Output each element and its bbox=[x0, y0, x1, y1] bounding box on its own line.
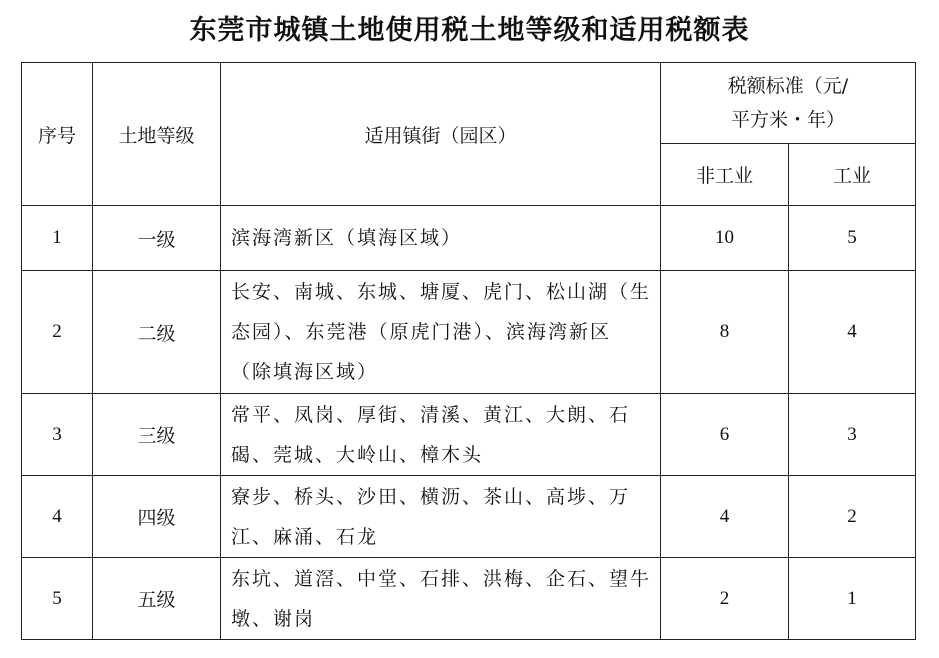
tax-rate-table bbox=[21, 62, 916, 640]
row-industrial-rate: 1 bbox=[789, 558, 916, 640]
row-towns: 常平、凤岗、厚街、清溪、黄江、大朗、石碣、莞城、大岭山、樟木头 bbox=[221, 394, 661, 476]
page-title: 东莞市城镇土地使用税土地等级和适用税额表 bbox=[189, 15, 750, 46]
table-row bbox=[22, 271, 916, 394]
row-non-industrial-rate: 8 bbox=[661, 271, 789, 394]
row-towns: 寮步、桥头、沙田、横沥、茶山、高埗、万江、麻涌、石龙 bbox=[221, 476, 661, 558]
row-non-industrial-rate: 10 bbox=[661, 206, 789, 271]
row-industrial-rate: 3 bbox=[789, 394, 916, 476]
row-grade: 二级 bbox=[93, 271, 221, 394]
row-seq: 4 bbox=[22, 476, 93, 558]
header-tax-standard bbox=[661, 63, 916, 144]
header-industrial: 工业 bbox=[789, 144, 916, 206]
table-row bbox=[22, 394, 916, 476]
row-non-industrial-rate: 6 bbox=[661, 394, 789, 476]
row-seq: 3 bbox=[22, 394, 93, 476]
header-non-industrial: 非工业 bbox=[661, 144, 789, 206]
row-grade: 三级 bbox=[93, 394, 221, 476]
table-row bbox=[22, 476, 916, 558]
row-seq: 5 bbox=[22, 558, 93, 640]
row-industrial-rate: 2 bbox=[789, 476, 916, 558]
header-towns: 适用镇街（园区） bbox=[221, 63, 661, 206]
table-row bbox=[22, 206, 916, 271]
row-towns: 长安、南城、东城、塘厦、虎门、松山湖（生态园）、东莞港（原虎门港）、滨海湾新区（除填海区域） bbox=[221, 271, 661, 394]
header-grade: 土地等级 bbox=[93, 63, 221, 206]
row-non-industrial-rate: 2 bbox=[661, 558, 789, 640]
row-industrial-rate: 5 bbox=[789, 206, 916, 271]
table-row bbox=[22, 558, 916, 640]
row-grade: 五级 bbox=[93, 558, 221, 640]
header-seq: 序号 bbox=[22, 63, 93, 206]
row-towns: 滨海湾新区（填海区域） bbox=[221, 206, 661, 271]
header-tax-standard-line1: 税额标准（元/ bbox=[727, 75, 849, 97]
row-seq: 2 bbox=[22, 271, 93, 394]
row-industrial-rate: 4 bbox=[789, 271, 916, 394]
header-tax-standard-line2: 平方米・年） bbox=[730, 109, 845, 131]
row-non-industrial-rate: 4 bbox=[661, 476, 789, 558]
row-seq: 1 bbox=[22, 206, 93, 271]
row-grade: 一级 bbox=[93, 206, 221, 271]
row-grade: 四级 bbox=[93, 476, 221, 558]
row-towns: 东坑、道滘、中堂、石排、洪梅、企石、望牛墩、谢岗 bbox=[221, 558, 661, 640]
